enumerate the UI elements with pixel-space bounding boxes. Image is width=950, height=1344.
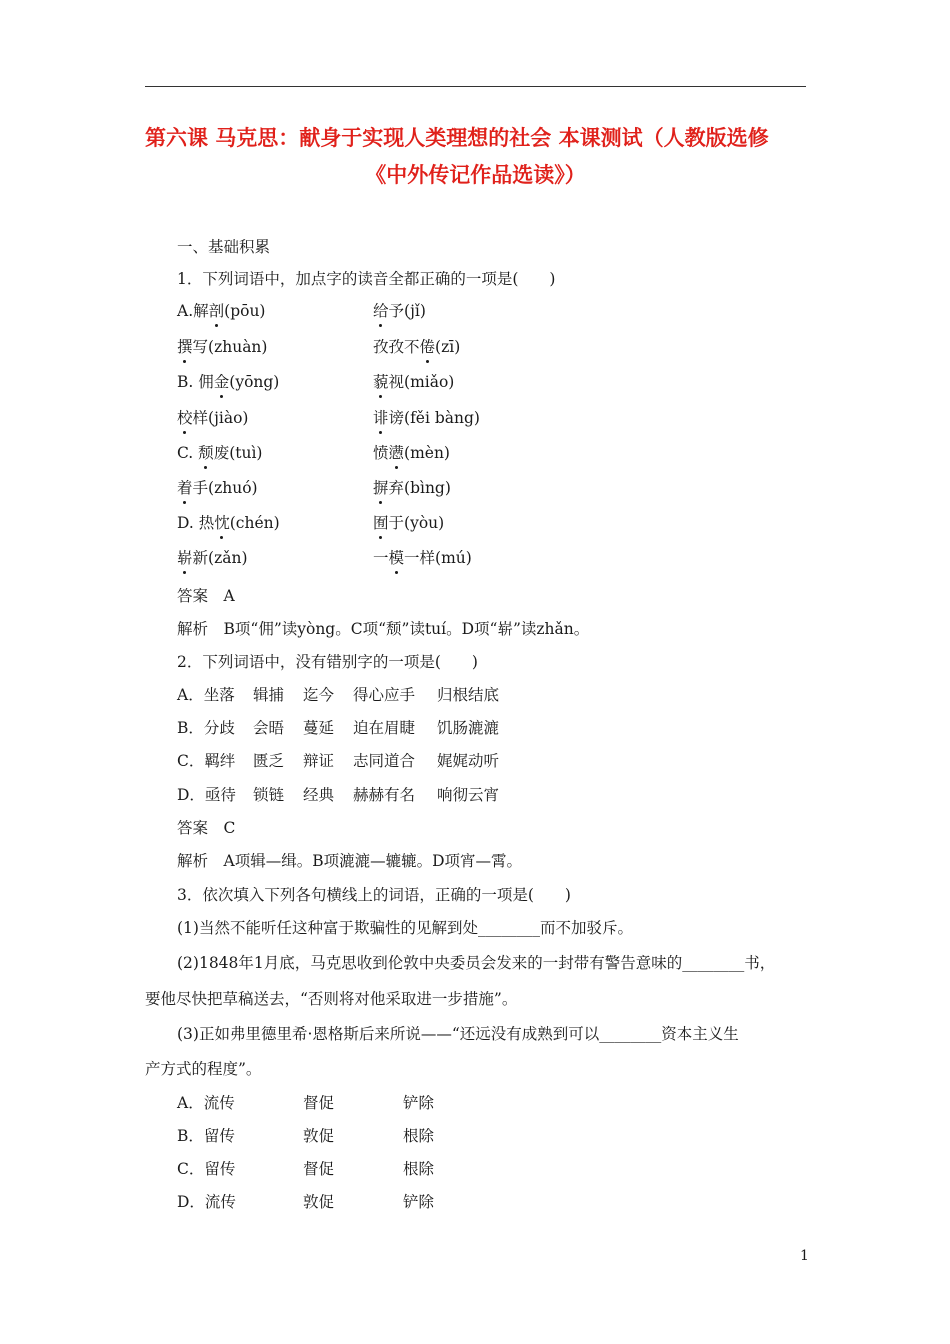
emphasis-dot-char: 崭 (177, 549, 193, 567)
q2-option-d-3: 经典 (303, 786, 335, 804)
emphasis-dot-char: 校 (177, 409, 193, 427)
q1-answer: 答案 A (177, 587, 235, 605)
q2-option-c-5: 娓娓动听 (437, 752, 500, 770)
q1-row6-col2: 摒弃(bìng) (373, 479, 451, 497)
page-number: 1 (800, 1248, 809, 1264)
q3-option-c-1: C．留传 (177, 1160, 236, 1178)
q2-option-a-4: 得心应手 (353, 686, 416, 704)
q1-row4-col1: 校样(jiào) (177, 409, 249, 427)
emphasis-dot-char: 给 (373, 302, 389, 320)
q2-stem: 2．下列词语中，没有错别字的一项是( ) (177, 653, 478, 671)
page-title (145, 120, 806, 194)
q2-option-d-5: 响彻云宵 (437, 786, 500, 804)
q2-option-d-4: 赫赫有名 (353, 786, 416, 804)
q3-stem: 3．依次填入下列各句横线上的词语，正确的一项是( ) (177, 886, 571, 904)
q1-row8-col1: 崭新(zǎn) (177, 549, 248, 567)
emphasis-dot-char: 忱 (214, 514, 230, 532)
q2-option-a-5: 归根结底 (437, 686, 500, 704)
q3-option-d-2: 敦促 (303, 1193, 335, 1211)
emphasis-dot-char: 撰 (177, 338, 193, 356)
emphasis-dot-char: 倦 (419, 338, 436, 356)
q1-row4-col2: 诽谤(fěi bàng) (373, 409, 480, 427)
emphasis-dot-char: 着 (177, 479, 193, 497)
q1-row1-col2: 给予(jǐ) (373, 302, 426, 320)
title-line-2: 《中外传记作品选读》） (365, 163, 586, 187)
q1-row5-col2: 愤懑(mèn) (373, 444, 450, 462)
q2-option-d-2: 锁链 (253, 786, 285, 804)
q3-option-c-2: 督促 (303, 1160, 335, 1178)
q3-sentence-2: (2)1848年1月底，马克思收到伦敦中央委员会发来的一封带有警告意味的________书， (177, 954, 776, 972)
emphasis-dot-char: 颓 (198, 444, 214, 462)
q1-row1-col1: A.解剖(pōu) (177, 302, 266, 320)
q2-option-b-1: B．分歧 (177, 719, 235, 737)
q3-option-b-3: 根除 (403, 1127, 435, 1145)
q2-option-b-4: 迫在眉睫 (353, 719, 416, 737)
q3-option-b-1: B．留传 (177, 1127, 235, 1145)
q1-row3-col1: B. 佣金(yōng) (177, 373, 280, 391)
q3-option-d-1: D．流传 (177, 1193, 236, 1211)
emphasis-dot-char: 诽 (373, 409, 389, 427)
emphasis-dot-char: 模 (388, 549, 405, 567)
q3-option-a-1: A．流传 (177, 1094, 235, 1112)
q2-answer: 答案 C (177, 819, 236, 837)
q1-row2-col2: 孜孜不倦(zī) (373, 338, 461, 356)
section-heading: 一、基础积累 (177, 238, 271, 256)
q1-row7-col2: 囿于(yòu) (373, 514, 445, 532)
q3-option-d-3: 铲除 (403, 1193, 435, 1211)
q3-option-a-3: 铲除 (403, 1094, 435, 1112)
q2-option-d-1: D．亟待 (177, 786, 236, 804)
q1-stem: 1．下列词语中，加点字的读音全都正确的一项是( ) (177, 270, 556, 288)
q2-option-c-4: 志同道合 (353, 752, 416, 770)
q3-option-c-3: 根除 (403, 1160, 435, 1178)
emphasis-dot-char: 剖 (208, 302, 225, 320)
q1-row3-col2: 藐视(miǎo) (373, 373, 455, 391)
q3-option-b-2: 敦促 (303, 1127, 335, 1145)
q2-option-a-2: 辑捕 (253, 686, 285, 704)
q2-option-a-3: 迄今 (303, 686, 335, 704)
q1-row6-col1: 着手(zhuó) (177, 479, 258, 497)
q2-option-b-2: 会晤 (253, 719, 285, 737)
emphasis-dot-char: 藐 (373, 373, 389, 391)
title-line-1: 第六课 马克思：献身于实现人类理想的社会 本课测试（人教版选修 (145, 126, 769, 150)
q3-sentence-3: (3)正如弗里德里希·恩格斯后来所说——“还远没有成熟到可以________资本主义生 (177, 1025, 739, 1043)
q1-row5-col1: C. 颓废(tuì) (177, 444, 263, 462)
q2-option-b-3: 蔓延 (303, 719, 335, 737)
q3-sentence-1: (1)当然不能听任这种富于欺骗性的见解到处________而不加驳斥。 (177, 919, 633, 937)
q3-sentence-3-cont: 产方式的程度”。 (145, 1060, 262, 1078)
q2-option-c-1: C．羁绊 (177, 752, 236, 770)
q1-analysis: 解析 B项“佣”读yòng。C项“颓”读tuí。D项“崭”读zhǎn。 (177, 620, 590, 638)
q1-row2-col1: 撰写(zhuàn) (177, 338, 268, 356)
header-rule (145, 86, 806, 87)
emphasis-dot-char: 摒 (373, 479, 389, 497)
q3-sentence-2-cont: 要他尽快把草稿送去，“否则将对他采取进一步措施”。 (145, 990, 518, 1008)
q2-analysis: 解析 A项辑—缉。B项漉漉—辘辘。D项宵—霄。 (177, 852, 523, 870)
emphasis-dot-char: 金 (213, 373, 230, 391)
q2-option-a-1: A．坐落 (177, 686, 235, 704)
q1-row8-col2: 一模一样(mú) (373, 549, 472, 567)
q2-option-c-3: 辩证 (303, 752, 335, 770)
q1-row7-col1: D. 热忱(chén) (177, 514, 280, 532)
emphasis-dot-char: 懑 (388, 444, 405, 462)
q2-option-b-5: 饥肠漉漉 (437, 719, 500, 737)
q3-option-a-2: 督促 (303, 1094, 335, 1112)
emphasis-dot-char: 囿 (373, 514, 389, 532)
q2-option-c-2: 匮乏 (253, 752, 285, 770)
